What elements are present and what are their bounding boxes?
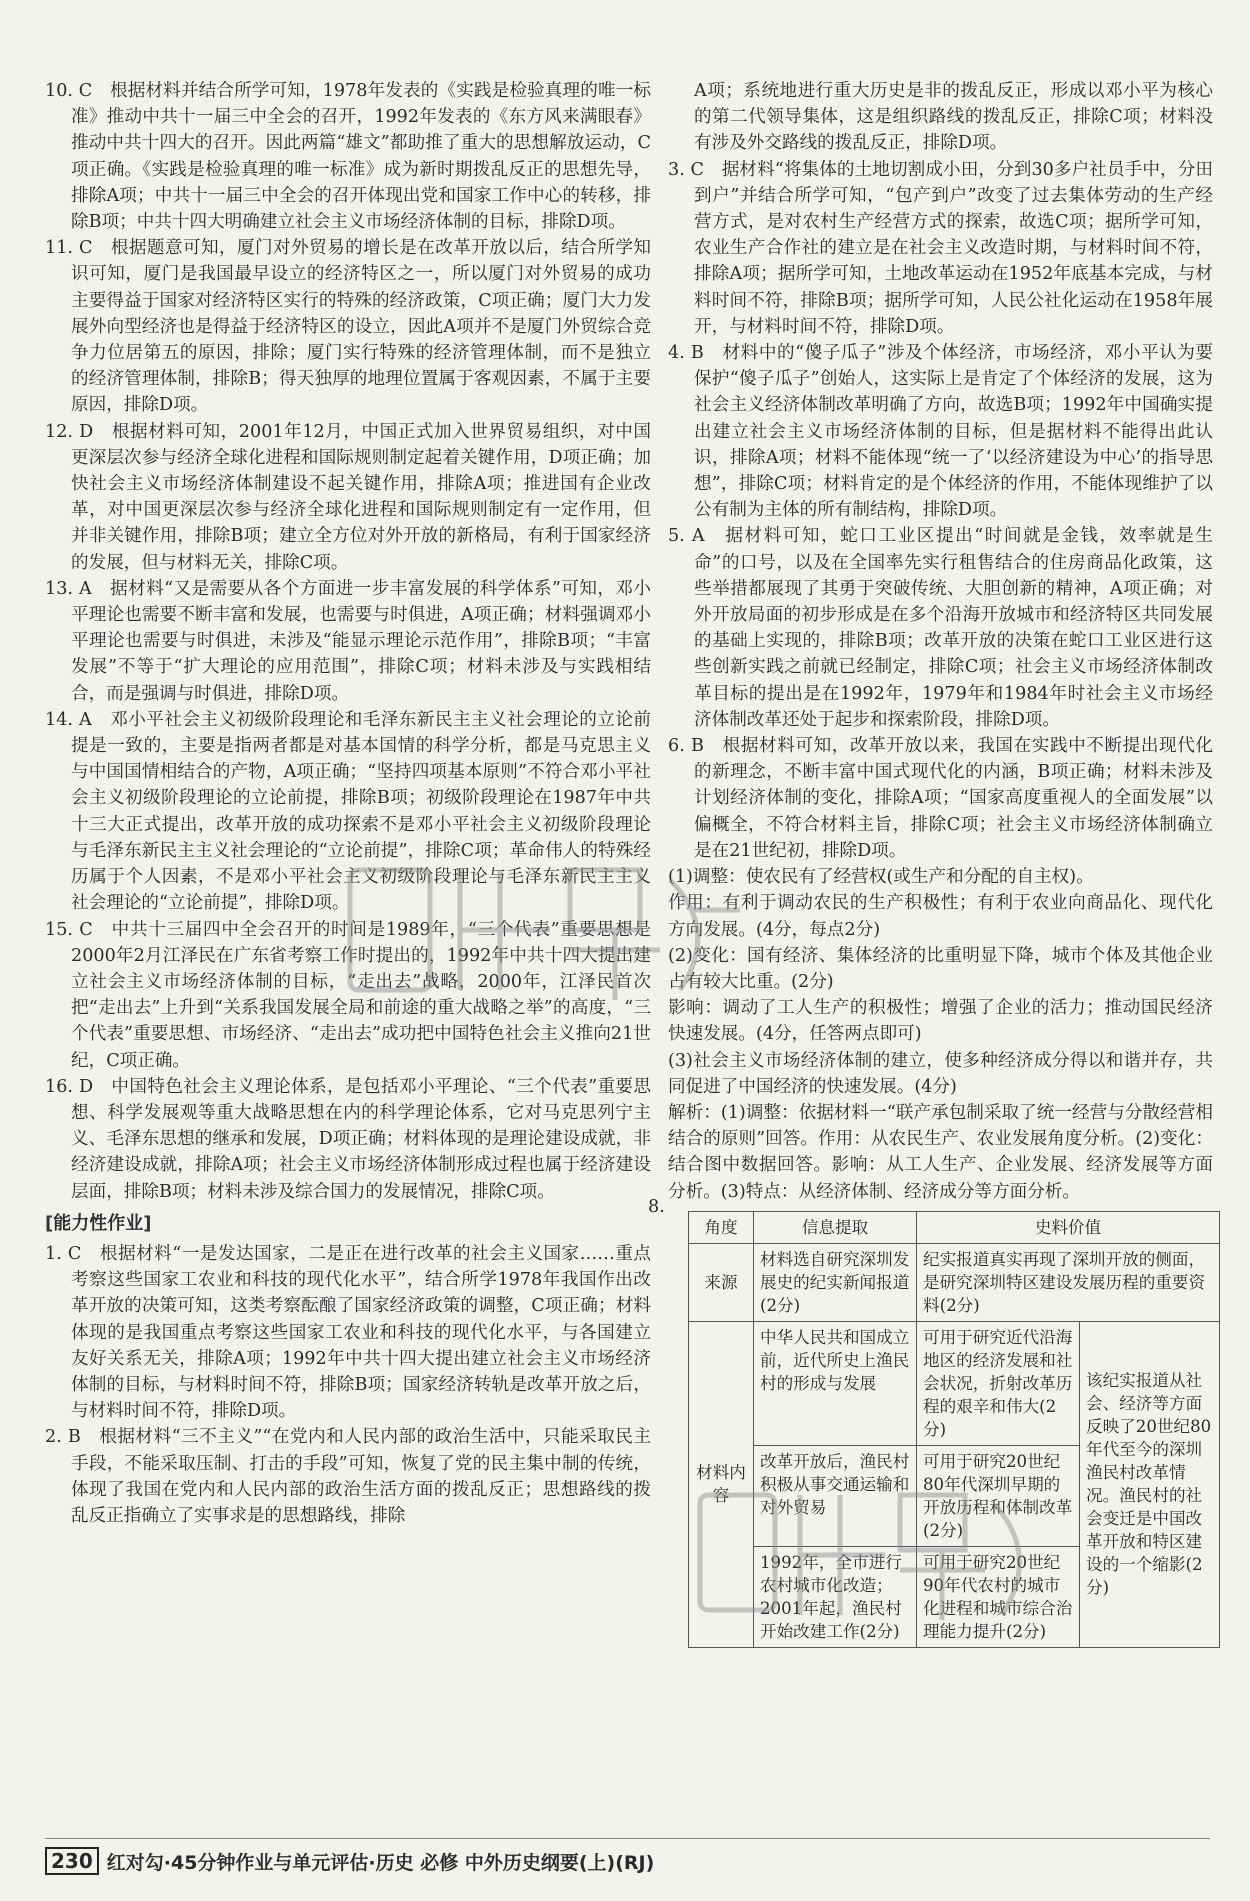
page-number: 230: [45, 1847, 99, 1875]
table-row: [689, 1243, 1220, 1321]
table-header: 角度: [689, 1211, 754, 1243]
answer-item: 13. A 据材料“又是需要从各个方面进一步丰富发展的科学体系”可知，邓小平理论也需要不断丰富和发展，也需要与时俱进，A项正确；材料强调邓小平理论也需要与时俱进，未涉及“能显示理论示范作用”，排除B项；“丰富发展”不等于“扩大理论的应用范围”，排除C项；材料未涉及与实践相结合，而是强调与时俱进，排除D项。: [45, 578, 651, 704]
table-cell: 可用于研究20世纪80年代深圳早期的开放历程和体制改革(2分): [917, 1445, 1080, 1546]
answer-line: (3)社会主义市场经济体制的建立，使多种经济成分得以和谐并存，共同促进了中国经济的快速发展。(4分): [668, 1050, 1213, 1097]
table-cell: 1992年，全市进行农村城市化改造；2001年起，渔民村开始改建工作(2分): [754, 1546, 917, 1647]
answer-line: 解析：(1)调整：依据材料一“联产承包制采取了统一经营与分散经营相结合的原则”回答。作用：从农民生产、农业发展角度分析。(2)变化：结合图中数据回答。影响：从工人生产、企业发展、经济发展等方面分析。(3)特点：从经济体制、经济成分等方面分析。: [668, 1102, 1213, 1202]
answer-line: (1)调整：使农民有了经营权(或生产和分配的自主权)。: [668, 867, 1094, 888]
answer-item: A项；系统地进行重大历史是非的拨乱反正，形成以邓小平为核心的第二代领导集体，这是组织路线的拨乱反正，排除C项；材料没有涉及外交路线的拨乱反正，排除D项。: [694, 81, 1213, 154]
right-column: [668, 78, 1213, 1648]
footer-divider: [45, 1838, 1210, 1839]
table-cell: 来源: [689, 1243, 754, 1321]
answer-item: 4. B 材料中的“傻子瓜子”涉及个体经济，市场经济，邓小平认为要保护“傻子瓜子”创始人，这实际上是肯定了个体经济的发展，这为社会主义经济体制改革明确了方向，故选B项；1992年中国确实提出建立社会主义市场经济体制的目标，但是据材料不能得出此认识，排除A项；材料不能体现“统一了‘以经济建设为中心’的指导思想”，排除C项；材料肯定的是个体经济的作用，不能体现维护了以公有制为主体的所有制结构，排除D项。: [668, 343, 1213, 521]
table-header: 信息提取: [754, 1211, 917, 1243]
answer-line: 作用：有利于调动农民的生产积极性；有利于农业向商品化、现代化方向发展。(4分，每点2分): [668, 893, 1213, 940]
answer-item: 14. A 邓小平社会主义初级阶段理论和毛泽东新民主主义社会理论的立论前提是一致的，主要是指两者都是对基本国情的科学分析，都是马克思主义与中国国情相结合的产物，A项正确；“坚持四项基本原则”不符合邓小平社会主义初级阶段理论的立论前提，排除B项；初级阶段理论在1987年中共十三大正式提出，改革开放的成功探索不是邓小平社会主义初级阶段理论与毛泽东新民主主义社会理论的“立论前提”，排除C项；革命伟人的特殊经历属于个人因素，不是邓小平社会主义初级阶段理论与毛泽东新民主主义社会理论的“立论前提”，排除D项。: [45, 709, 651, 914]
page-footer: [45, 1847, 654, 1875]
answer-item: 12. D 根据材料可知，2001年12月，中国正式加入世界贸易组织，对中国更深层次参与经济全球化进程和国际规则制定起着关键作用，D项正确；加快社会主义市场经济体制建设不起关键作用，排除A项；推进国有企业改革，对中国更深层次参与经济全球化进程和国际规则制定有一定作用，但并非关键作用，排除B项；建立全方位对外开放的新格局，有利于国家经济的发展，但与材料无关，排除C项。: [45, 421, 651, 573]
answer-item: 3. C 据材料“将集体的土地切割成小田，分到30多户社员手中，分田到户”并结合所学可知，“包产到户”改变了过去集体劳动的生产经营方式，是对农村生产经营方式的探索，故选C项；据所学可知，农业生产合作社的建立是在社会主义改造时期，与材料时间不符，排除A项；据所学可知，土地改革运动在1952年底基本完成，与材料时间不符，排除B项；据所学可知，人民公社化运动在1958年展开，与材料时间不符，排除D项。: [668, 159, 1213, 337]
table-header-row: [689, 1211, 1220, 1243]
answer-list-right: [668, 78, 1213, 864]
left-column: [45, 78, 651, 1529]
answer-item: 5. A 据材料可知，蛇口工业区提出“时间就是金钱，效率就是生命”的口号，以及在全国率先实行租售结合的住房商品化政策，这些举措都展现了其勇于突破传统、大胆创新的精神，A项正确；对外开放局面的初步形成是在多个沿海开放城市和经济特区共同发展的基础上实现的，排除B项；改革开放的决策在蛇口工业区进行这些创新实践之前就已经制定，排除C项；社会主义市场经济体制改革目标的提出是在1992年，1979年和1984年时社会主义市场经济体制改革还处于起步和探索阶段，排除D项。: [668, 526, 1213, 730]
table-cell: 材料选自研究深圳发展史的纪实新闻报道(2分): [754, 1243, 917, 1321]
answer-list-basic: [45, 78, 651, 1205]
table-cell: 可用于研究20世纪90年代农村的城市化进程和城市综合治理能力提升(2分): [917, 1546, 1080, 1647]
answer-line: (2)变化：国有经济、集体经济的比重明显下降，城市个体及其他企业占有较大比重。(2分): [668, 945, 1213, 992]
answer-item: 2. B 根据材料“三不主义”“在党内和人民内部的政治生活中，只能采取民主手段，不能采取压制、打击的手段”可知，恢复了党的民主集中制的传统，体现了我国在党内和人民内部的政治生活方面的拨乱反正；思想路线的拨乱反正指确立了实事求是的思想路线，排除: [45, 1427, 651, 1526]
answer-item: 11. C 根据题意可知，厦门对外贸易的增长是在改革开放以后，结合所学知识可知，厦门是我国最早设立的经济特区之一，所以厦门对外贸易的成功主要得益于国家对经济特区实行的特殊的经济政策，C项正确；厦门大力发展外向型经济也是得益于经济特区的设立，因此A项并不是厦门外贸综合竞争力位居第五的原因，排除；厦门实行特殊的经济管理体制，而不是独立的经济管理体制，排除B；得天独厚的地理位置属于客观因素，不属于主要原因，排除D项。: [45, 238, 651, 416]
answer-list-ability: [45, 1241, 651, 1529]
table-cell: 可用于研究近代沿海地区的经济发展和社会状况，折射改革历程的艰辛和伟大(2分): [917, 1321, 1080, 1445]
source-value-table: [688, 1211, 1220, 1648]
table-cell: 中华人民共和国成立前，近代所史上渔民村的形成与发展: [754, 1321, 917, 1445]
answer-item: 1. C 根据材料“一是发达国家，二是正在进行改革的社会主义国家……重点考察这些国家工农业和科技的现代化水平”，结合所学1978年我国作出改革开放的决策可知，这类考察酝酿了国家经济政策的调整，C项正确；材料体现的是我国重点考察这些国家工农业和科技的现代化水平，与各国建立友好关系无关，排除A项；1992年中共十四大提出建立社会主义市场经济体制的目标，与材料时间不符，排除B项；国家经济转轨是改革开放之后，与材料时间不符，排除D项。: [45, 1243, 651, 1422]
answer-line: 影响：调动了工人生产的积极性；增强了企业的活力；推动国民经济快速发展。(4分，任答两点即可): [668, 998, 1213, 1045]
answer-item: 10. C 根据材料并结合所学可知，1978年发表的《实践是检验真理的唯一标准》推动中共十一届三中全会的召开，1992年发表的《东方风来满眼春》推动中共十四大的召开。因此两篇“雄文”都助推了重大的思想解放运动，C项正确。《实践是检验真理的唯一标准》成为新时期拨乱反正的思想先导，排除A项；中共十一届三中全会的召开体现出党和国家工作中心的转移，排除B项；中共十四大明确建立社会主义市场经济体制的目标，排除D项。: [45, 81, 651, 233]
table-header: 史料价值: [917, 1211, 1220, 1243]
section-heading: [能力性作业]: [45, 1212, 152, 1234]
table-cell: 材料内容: [689, 1321, 754, 1647]
table-row: [689, 1321, 1220, 1445]
table-cell: 改革开放后，渔民村积极从事交通运输和对外贸易: [754, 1445, 917, 1546]
answer-7-block: [668, 864, 1213, 1205]
answer-item: 16. D 中国特色社会主义理论体系，是包括邓小平理论、“三个代表”重要思想、科学发展观等重大战略思想在内的科学理论体系，它对马克思列宁主义、毛泽东思想的继承和发展，D项正确；材料体现的是理论建设成就，非经济建设成就，排除A项；社会主义市场经济体制形成过程也属于经济建设层面，排除B项；材料未涉及综合国力的发展情况，排除C项。: [45, 1076, 651, 1202]
section-title: 能力性作业: [53, 1212, 144, 1234]
answer-item: 15. C 中共十三届四中全会召开的时间是1989年，“三个代表”重要思想是2000年2月江泽民在广东省考察工作时提出的，1992年中共十四大提出建立社会主义市场经济体制的目标，“走出去”战略，2000年，江泽民首次把“走出去”上升到“关系我国发展全局和前途的重大战略之举”的高度，“三个代表”重要思想、市场经济、“走出去”成功把中国特色社会主义推向21世纪，C项正确。: [45, 919, 651, 1071]
answer-item: 6. B 根据材料可知，改革开放以来，我国在实践中不断提出现代化的新理念，不断丰富中国式现代化的内涵，B项正确；材料未涉及计划经济体制的变化，排除A项；“国家高度重视人的全面发展”以偏概全，不符合材料主旨，排除C项；社会主义市场经济体制确立是在21世纪初，排除D项。: [668, 736, 1213, 861]
footer-title: 红对勾·45分钟作业与单元评估·历史 必修 中外历史纲要(上)(RJ): [106, 1851, 655, 1874]
table-cell: 该纪实报道从社会、经济等方面反映了20世纪80年代至今的深圳渔民村改革情况。渔民村的社会变迁是中国改革开放和特区建设的一个缩影(2分): [1080, 1321, 1220, 1647]
table-cell: 纪实报道真实再现了深圳开放的侧面，是研究深圳特区建设发展历程的重要资料(2分): [917, 1243, 1220, 1321]
question-8-number: 8.: [648, 1197, 665, 1217]
